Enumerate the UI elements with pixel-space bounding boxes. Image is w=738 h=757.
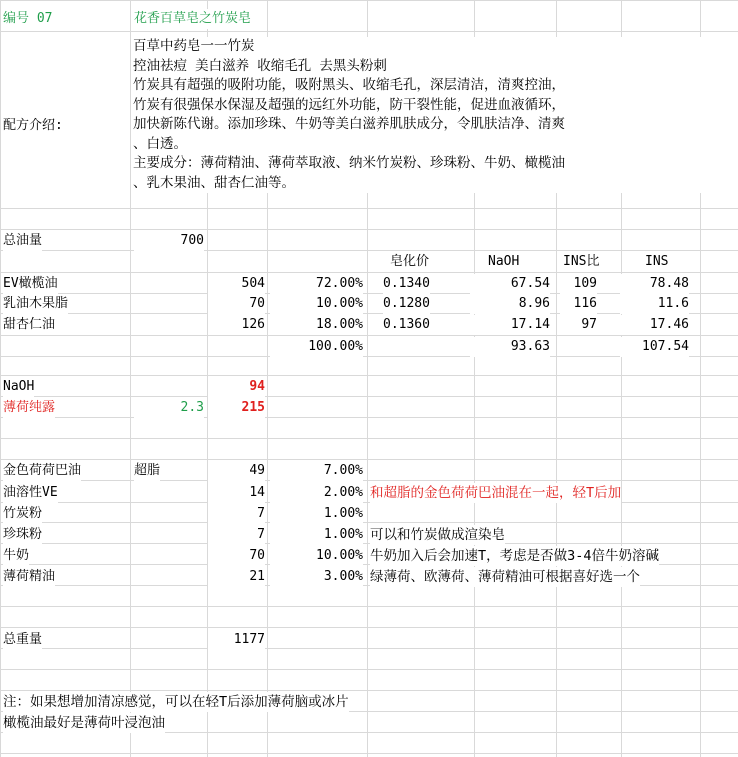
header-naoh[interactable]: NaOH [488, 252, 519, 272]
additive-note[interactable]: 可以和竹炭做成渲染皂 [370, 527, 505, 543]
oil-naoh[interactable]: 17.14 [470, 315, 550, 335]
intro-line: 、白透。 [133, 135, 187, 152]
additive-weight[interactable]: 7 [208, 525, 265, 545]
additive-pct[interactable]: 1.00% [270, 525, 363, 545]
water-ratio[interactable]: 2.3 [134, 398, 204, 418]
grid-row-line [0, 648, 738, 649]
header-ins-ratio[interactable]: INS比 [563, 252, 599, 272]
oil-name[interactable]: 甜杏仁油 [3, 315, 55, 335]
total-weight-label[interactable]: 总重量 [3, 630, 42, 650]
water-label[interactable]: 薄荷纯露 [3, 398, 55, 418]
intro-label[interactable]: 配方介绍: [3, 116, 63, 136]
total-oil-value[interactable]: 700 [134, 231, 204, 251]
note-line[interactable]: 橄榄油最好是薄荷叶浸泡油 [3, 715, 165, 731]
grid-row-line [0, 459, 738, 460]
oil-sap[interactable]: 0.1280 [383, 294, 430, 314]
grid-row-line [0, 250, 738, 251]
additive-weight[interactable]: 49 [208, 461, 265, 481]
grid-row-line [0, 606, 738, 607]
intro-line: 百草中药皂一一竹炭 [133, 38, 255, 54]
additive-tag[interactable]: 超脂 [134, 461, 160, 481]
additive-name[interactable]: 金色荷荷巴油 [3, 461, 81, 481]
oil-pct[interactable]: 10.00% [270, 294, 363, 314]
intro-line: 主要成分：薄荷精油、薄荷萃取液、纳米竹炭粉、珍珠粉、牛奶、橄榄油 [133, 155, 565, 171]
intro-line: 竹炭有很强保水保湿及超强的远红外功能，防干裂性能，促进血液循环， [133, 96, 565, 113]
total-weight-value[interactable]: 1177 [208, 630, 265, 650]
grid-row-line [0, 208, 738, 209]
oil-name[interactable]: EV橄榄油 [3, 274, 58, 294]
additive-pct[interactable]: 2.00% [270, 483, 363, 503]
grid-row-line [0, 438, 738, 439]
oil-naoh[interactable]: 67.54 [470, 274, 550, 294]
oil-ins[interactable]: 11.6 [620, 294, 689, 314]
intro-line: 控油祛痘 美白滋养 收缩毛孔 去黑头粉刺 [133, 57, 387, 74]
oil-pct[interactable]: 72.00% [270, 274, 363, 294]
oil-ins-ratio[interactable]: 116 [560, 294, 597, 314]
oil-total-naoh[interactable]: 93.63 [470, 337, 550, 357]
water-value[interactable]: 215 [208, 398, 265, 418]
additive-pct[interactable]: 3.00% [270, 567, 363, 587]
additive-name[interactable]: 薄荷精油 [3, 567, 55, 587]
additive-note[interactable]: 和超脂的金色荷荷巴油混在一起，轻T后加 [370, 485, 622, 501]
grid-col-line [130, 0, 131, 757]
grid-row-line [0, 272, 738, 273]
additive-pct[interactable]: 1.00% [270, 504, 363, 524]
grid-row-line [0, 480, 738, 481]
oil-total-ins[interactable]: 107.54 [620, 337, 689, 357]
oil-weight[interactable]: 70 [208, 294, 265, 314]
additive-name[interactable]: 竹炭粉 [3, 504, 42, 524]
grid-row-line [0, 753, 738, 754]
grid-row-line [0, 522, 738, 523]
intro-line: 加快新陈代谢。添加珍珠、牛奶等美白滋养肌肤成分，令肌肤洁净、清爽 [133, 116, 565, 132]
additive-pct[interactable]: 10.00% [270, 546, 363, 566]
header-ins[interactable]: INS [645, 252, 668, 272]
grid-row-line [0, 627, 738, 628]
additive-pct[interactable]: 7.00% [270, 461, 363, 481]
additive-name[interactable]: 珍珠粉 [3, 525, 42, 545]
grid-row-line [0, 669, 738, 670]
intro-line: 、乳木果油、甜杏仁油等。 [133, 174, 295, 191]
oil-pct[interactable]: 18.00% [270, 315, 363, 335]
grid-row-line [0, 690, 738, 691]
grid-row-line [0, 229, 738, 230]
oil-naoh[interactable]: 8.96 [470, 294, 550, 314]
additive-weight[interactable]: 14 [208, 483, 265, 503]
additive-weight[interactable]: 21 [208, 567, 265, 587]
additive-name[interactable]: 牛奶 [3, 546, 29, 566]
note-line[interactable]: 注：如果想增加清凉感觉，可以在轻T后添加薄荷脑或冰片 [3, 694, 349, 710]
oil-weight[interactable]: 126 [208, 315, 265, 335]
oil-weight[interactable]: 504 [208, 274, 265, 294]
additive-weight[interactable]: 7 [208, 504, 265, 524]
oil-ins-ratio[interactable]: 97 [560, 315, 597, 335]
additive-weight[interactable]: 70 [208, 546, 265, 566]
additive-name[interactable]: 油溶性VE [3, 483, 58, 503]
intro-line: 竹炭具有超强的吸附功能，吸附黑头、收缩毛孔，深层清洁，清爽控油， [133, 77, 565, 93]
naoh-label[interactable]: NaOH [3, 377, 34, 397]
grid-row-line [0, 0, 738, 1]
grid-row-line [0, 543, 738, 544]
additive-note[interactable]: 绿薄荷、欧薄荷、薄荷精油可根据喜好选一个 [370, 569, 640, 585]
total-oil-label[interactable]: 总油量 [3, 231, 42, 251]
oil-sap[interactable]: 0.1340 [383, 274, 430, 294]
grid-row-line [0, 396, 738, 397]
header-sap[interactable]: 皂化价 [390, 252, 429, 272]
grid-row-line [0, 417, 738, 418]
oil-total-pct[interactable]: 100.00% [270, 337, 363, 357]
intro-text[interactable] [133, 37, 733, 193]
grid-row-line [0, 502, 738, 503]
grid-row-line [0, 31, 738, 32]
naoh-value[interactable]: 94 [208, 377, 265, 397]
recipe-id[interactable]: 编号 07 [3, 9, 52, 29]
oil-ins[interactable]: 17.46 [620, 315, 689, 335]
oil-ins[interactable]: 78.48 [620, 274, 689, 294]
grid-row-line [0, 335, 738, 336]
oil-sap[interactable]: 0.1360 [383, 315, 430, 335]
oil-ins-ratio[interactable]: 109 [560, 274, 597, 294]
oil-name[interactable]: 乳油木果脂 [3, 294, 68, 314]
additive-note[interactable]: 牛奶加入后会加速T，考虑是否做3-4倍牛奶溶碱 [370, 548, 660, 564]
recipe-title[interactable]: 花香百草皂之竹炭皂 [134, 9, 251, 29]
grid-row-line [0, 375, 738, 376]
